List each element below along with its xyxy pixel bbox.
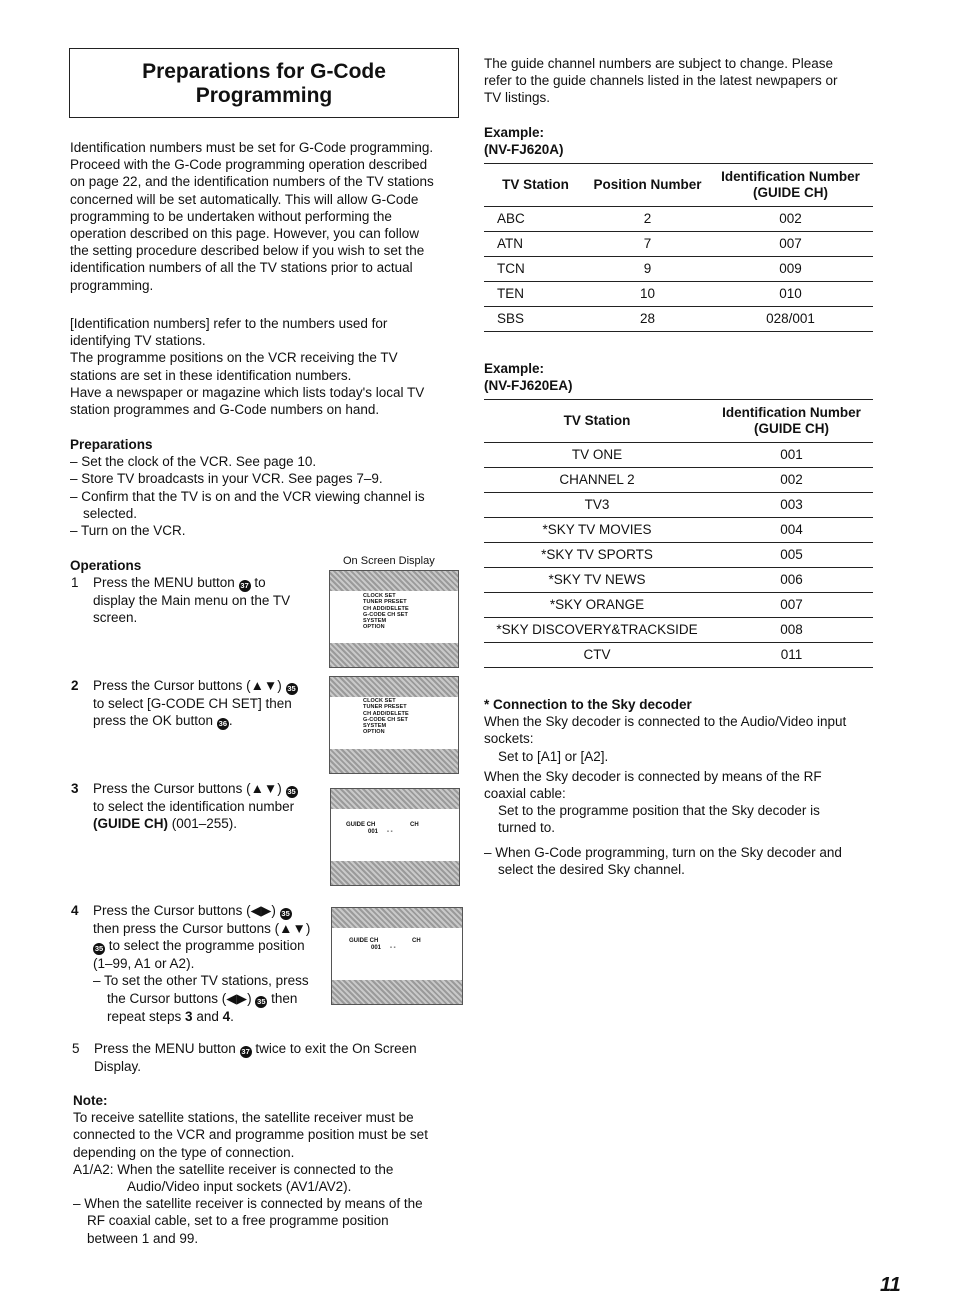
intro-line: the setting procedure described below if you wish to set the [70, 243, 425, 259]
step-text: then press the Cursor buttons (▲▼) [93, 921, 311, 936]
example1-label [484, 124, 564, 158]
menu-button-icon: 37 [240, 581, 249, 590]
table-cell: 010 [708, 282, 873, 307]
table-row [484, 282, 873, 307]
intro-line: operation described on this page. However, you can follow [70, 226, 419, 242]
page-title-line1: Preparations for G-Code [142, 60, 386, 83]
preparation-item-cont: selected. [83, 505, 138, 521]
table-cell: ATN [484, 232, 587, 257]
step-text: then [271, 990, 298, 1006]
osd-guide-value: 001 [371, 945, 382, 951]
intro-line: identification numbers of all the TV stations prior to actual [70, 260, 413, 276]
ident-line: The programme positions on the VCR receiving the TV [70, 350, 398, 366]
sky-heading: * Connection to the Sky decoder [484, 697, 692, 712]
table-cell: *SKY TV NEWS [484, 568, 710, 593]
osd-menu-item: TUNER PRESET [363, 704, 407, 711]
table-cell: 011 [710, 643, 873, 668]
table-row [484, 568, 873, 593]
step-text: Press the Cursor buttons (◀▶) [93, 903, 276, 918]
osd-menu-item: G-CODE CH SET [363, 611, 408, 618]
right-intro-line: TV listings. [484, 90, 551, 106]
cursor-button-icon: 35 [257, 996, 266, 1006]
table-cell: 009 [708, 257, 873, 282]
table-header-row [484, 400, 873, 443]
column-header-line: (GUIDE CH) [754, 421, 829, 436]
sky-line: coaxial cable: [484, 786, 566, 802]
column-header-line: Identification Number [721, 168, 860, 184]
step-ref: 3 [185, 1008, 193, 1024]
osd-guide-ch-position [331, 907, 463, 1005]
ident-line: station programmes and G-Code numbers on hand. [70, 402, 380, 418]
example-model: (NV-FJ620A) [484, 142, 564, 158]
sky-line: select the desired Sky channel. [498, 861, 685, 877]
preparation-item: – Store TV broadcasts in your VCR. See pages 7–9. [70, 471, 383, 487]
example1-table [484, 163, 873, 332]
osd-bottom-bar [332, 980, 462, 1004]
step-text: the Cursor buttons (◀▶) [107, 990, 252, 1006]
column-header [708, 164, 873, 207]
page-number: 11 [880, 1274, 901, 1296]
note-line: – When the satellite receiver is connected by means of the [73, 1196, 423, 1212]
table-cell: 001 [710, 443, 873, 468]
osd-guide-ch-screen [330, 788, 460, 886]
table-cell: TV3 [484, 493, 710, 518]
sky-line: – When G-Code programming, turn on the Sky decoder and [484, 844, 842, 860]
osd-gcode-menu [329, 676, 459, 774]
osd-menu-item: CLOCK SET [363, 593, 396, 599]
intro-line: programming to be undertaken without performing the [70, 208, 392, 224]
table-cell: 028/001 [708, 307, 873, 332]
step-text: repeat steps [107, 1008, 186, 1024]
note-heading: Note: [73, 1093, 108, 1108]
osd-bottom-bar [330, 749, 458, 773]
operations-heading: Operations [70, 558, 142, 573]
step-number: 1 [71, 575, 79, 590]
step-text: display the Main menu on the TV [93, 593, 291, 608]
osd-guide-label: GUIDE CH [346, 822, 376, 828]
table-cell: 004 [710, 518, 873, 543]
ident-line: Have a newspaper or magazine which lists today's local TV [70, 384, 425, 400]
table-cell: ABC [484, 207, 587, 232]
table-cell: CTV [484, 643, 710, 668]
step-text: to select the identification number [93, 799, 295, 814]
note-line: RF coaxial cable, set to a free programme position [87, 1213, 389, 1229]
example-model: (NV-FJ620EA) [484, 378, 573, 394]
osd-bottom-bar [331, 861, 459, 885]
note-line: Audio/Video input sockets (AV1/AV2). [127, 1179, 352, 1195]
table-row [484, 307, 873, 332]
table-cell: CHANNEL 2 [484, 468, 710, 493]
column-header [710, 400, 873, 443]
osd-title-bar [330, 677, 458, 697]
intro-line: programming. [70, 277, 154, 293]
intro-paragraph [70, 139, 462, 294]
column-header-line: (GUIDE CH) [753, 185, 828, 200]
table-cell: 002 [708, 207, 873, 232]
ident-line: [Identification numbers] refer to the numbers used for [70, 316, 388, 331]
table-cell: TV ONE [484, 443, 710, 468]
page-title-line2: Programming [195, 84, 333, 107]
sky-line: sockets: [484, 731, 534, 747]
osd-menu-item: CH ADD/DELETE [363, 605, 409, 612]
osd-guide-value: 001 [368, 829, 379, 835]
table-cell: 003 [710, 493, 873, 518]
sky-line: Set to the programme position that the Sky decoder is [498, 803, 820, 819]
table-row [484, 443, 873, 468]
table-cell: 002 [710, 468, 873, 493]
table-row [484, 543, 873, 568]
column-header: Position Number [587, 164, 708, 207]
table-row [484, 468, 873, 493]
osd-title-bar [331, 789, 459, 809]
table-cell: 2 [587, 207, 708, 232]
sky-line: When the Sky decoder is connected by means of the RF [484, 768, 822, 784]
right-intro [484, 55, 884, 107]
column-header: TV Station [484, 164, 587, 207]
table-row [484, 618, 873, 643]
table-row [484, 643, 873, 668]
sky-line: turned to. [498, 820, 556, 836]
step-number: 4 [71, 903, 79, 918]
step-text: (1–99, A1 or A2). [93, 956, 195, 972]
table-row [484, 518, 873, 543]
step-text-bold: (GUIDE CH) [93, 816, 168, 832]
osd-ch-label: CH [410, 822, 419, 828]
note-section [73, 1092, 465, 1247]
osd-label: On Screen Display [343, 555, 435, 567]
sky-decoder-section [484, 696, 884, 878]
step-text: Display. [94, 1059, 142, 1074]
table-cell: TEN [484, 282, 587, 307]
table-cell: 10 [587, 282, 708, 307]
step-text: – To set the other TV stations, press [93, 973, 309, 989]
table-cell: *SKY DISCOVERY&TRACKSIDE [484, 618, 710, 643]
example2-label [484, 360, 573, 394]
step-text: screen. [93, 610, 138, 626]
table-cell: SBS [484, 307, 587, 332]
table-cell: 7 [587, 232, 708, 257]
table-cell: 9 [587, 257, 708, 282]
table-cell: 28 [587, 307, 708, 332]
table-cell: 006 [710, 568, 873, 593]
table-cell: 008 [710, 618, 873, 643]
step-text: Press the MENU button [94, 1041, 236, 1056]
table-row [484, 207, 873, 232]
step-text: twice to exit the On Screen [255, 1041, 417, 1056]
note-line: between 1 and 99. [87, 1230, 199, 1246]
table-cell: *SKY ORANGE [484, 593, 710, 618]
note-line: A1/A2: When the satellite receiver is connected to the [73, 1161, 394, 1177]
table-cell: TCN [484, 257, 587, 282]
step-text: . [230, 1008, 234, 1024]
preparation-item: – Set the clock of the VCR. See page 10. [70, 454, 317, 470]
table-cell: *SKY TV MOVIES [484, 518, 710, 543]
osd-ch-value: - - [387, 829, 393, 835]
step-text: and [192, 1008, 223, 1024]
step-text: Press the MENU button [93, 575, 235, 590]
sky-line: When the Sky decoder is connected to the Audio/Video input [484, 714, 847, 730]
osd-menu-item: SYSTEM [363, 723, 387, 730]
intro-line: Identification numbers must be set for G-Code programming. [70, 140, 434, 155]
column-header-line: Identification Number [722, 404, 861, 420]
cursor-button-icon: 35 [287, 787, 296, 796]
osd-menu-item: TUNER PRESET [363, 599, 407, 606]
table-row [484, 593, 873, 618]
page-title [69, 48, 459, 118]
step-number: 2 [71, 678, 79, 693]
cursor-button-icon: 35 [287, 684, 296, 693]
step-text: Press the Cursor buttons (▲▼) [93, 678, 282, 693]
osd-menu-item: CH ADD/DELETE [363, 710, 409, 717]
right-intro-line: refer to the guide channels listed in the latest newpapers or [484, 73, 838, 89]
right-intro-line: The guide channel numbers are subject to change. Please [484, 56, 833, 71]
note-line: connected to the VCR and programme position must be set [73, 1127, 428, 1143]
sky-line: Set to [A1] or [A2]. [498, 748, 609, 764]
osd-menu-item: CLOCK SET [363, 698, 396, 704]
preparations-heading: Preparations [70, 437, 153, 452]
note-line: depending on the type of connection. [73, 1144, 295, 1160]
osd-guide-label: GUIDE CH [349, 938, 379, 944]
osd-ch-label: CH [412, 938, 421, 944]
osd-ch-value: - - [390, 945, 396, 951]
example2-table [484, 399, 873, 668]
example2-body [484, 443, 873, 668]
step-text: to [254, 575, 266, 590]
ident-line: identifying TV stations. [70, 333, 206, 349]
step-ref: 4 [222, 1008, 231, 1024]
table-row [484, 493, 873, 518]
step-text: Press the Cursor buttons (▲▼) [93, 781, 282, 796]
column-header: TV Station [484, 400, 710, 443]
osd-main-menu [329, 570, 459, 668]
table-cell: 007 [710, 593, 873, 618]
osd-menu-item: OPTION [363, 624, 385, 631]
table-row [484, 232, 873, 257]
step-number: 5 [72, 1041, 80, 1056]
cursor-button-icon: 35 [94, 944, 104, 954]
osd-title-bar [330, 571, 458, 591]
step-text: press the OK button [93, 713, 214, 729]
cursor-button-icon: 35 [281, 909, 290, 918]
ok-button-icon: 36 [218, 719, 228, 729]
ident-line: stations are set in these identification numbers. [70, 367, 352, 383]
step-text: . [228, 713, 233, 729]
intro-line: concerned will be set automatically. This will allow G-Code [70, 191, 419, 207]
example-label: Example: [484, 361, 545, 376]
preparation-item: – Confirm that the TV is on and the VCR viewing channel is [70, 488, 425, 504]
intro-line: on page 22, and the identification numbers of the TV stations [70, 174, 434, 190]
preparations-section [70, 436, 462, 539]
preparation-item: – Turn on the VCR. [70, 523, 186, 539]
osd-menu-item: G-CODE CH SET [363, 716, 408, 723]
osd-menu-item: SYSTEM [363, 618, 387, 625]
example-label: Example: [484, 125, 545, 140]
step-number: 3 [71, 781, 79, 796]
identification-paragraph [70, 315, 462, 418]
intro-line: Proceed with the G-Code programming operation described [70, 157, 428, 173]
table-cell: 007 [708, 232, 873, 257]
table-header-row [484, 164, 873, 207]
table-cell: *SKY TV SPORTS [484, 543, 710, 568]
menu-button-icon: 37 [241, 1047, 250, 1056]
table-row [484, 257, 873, 282]
osd-menu-item: OPTION [363, 729, 385, 736]
step-text: to select [G-CODE CH SET] then [93, 696, 292, 711]
example1-body [484, 207, 873, 332]
osd-title-bar [332, 908, 462, 928]
osd-bottom-bar [330, 643, 458, 667]
step-text: (001–255). [168, 816, 238, 832]
note-line: To receive satellite stations, the satellite receiver must be [73, 1110, 414, 1126]
table-cell: 005 [710, 543, 873, 568]
step-text: to select the programme position [108, 938, 305, 954]
